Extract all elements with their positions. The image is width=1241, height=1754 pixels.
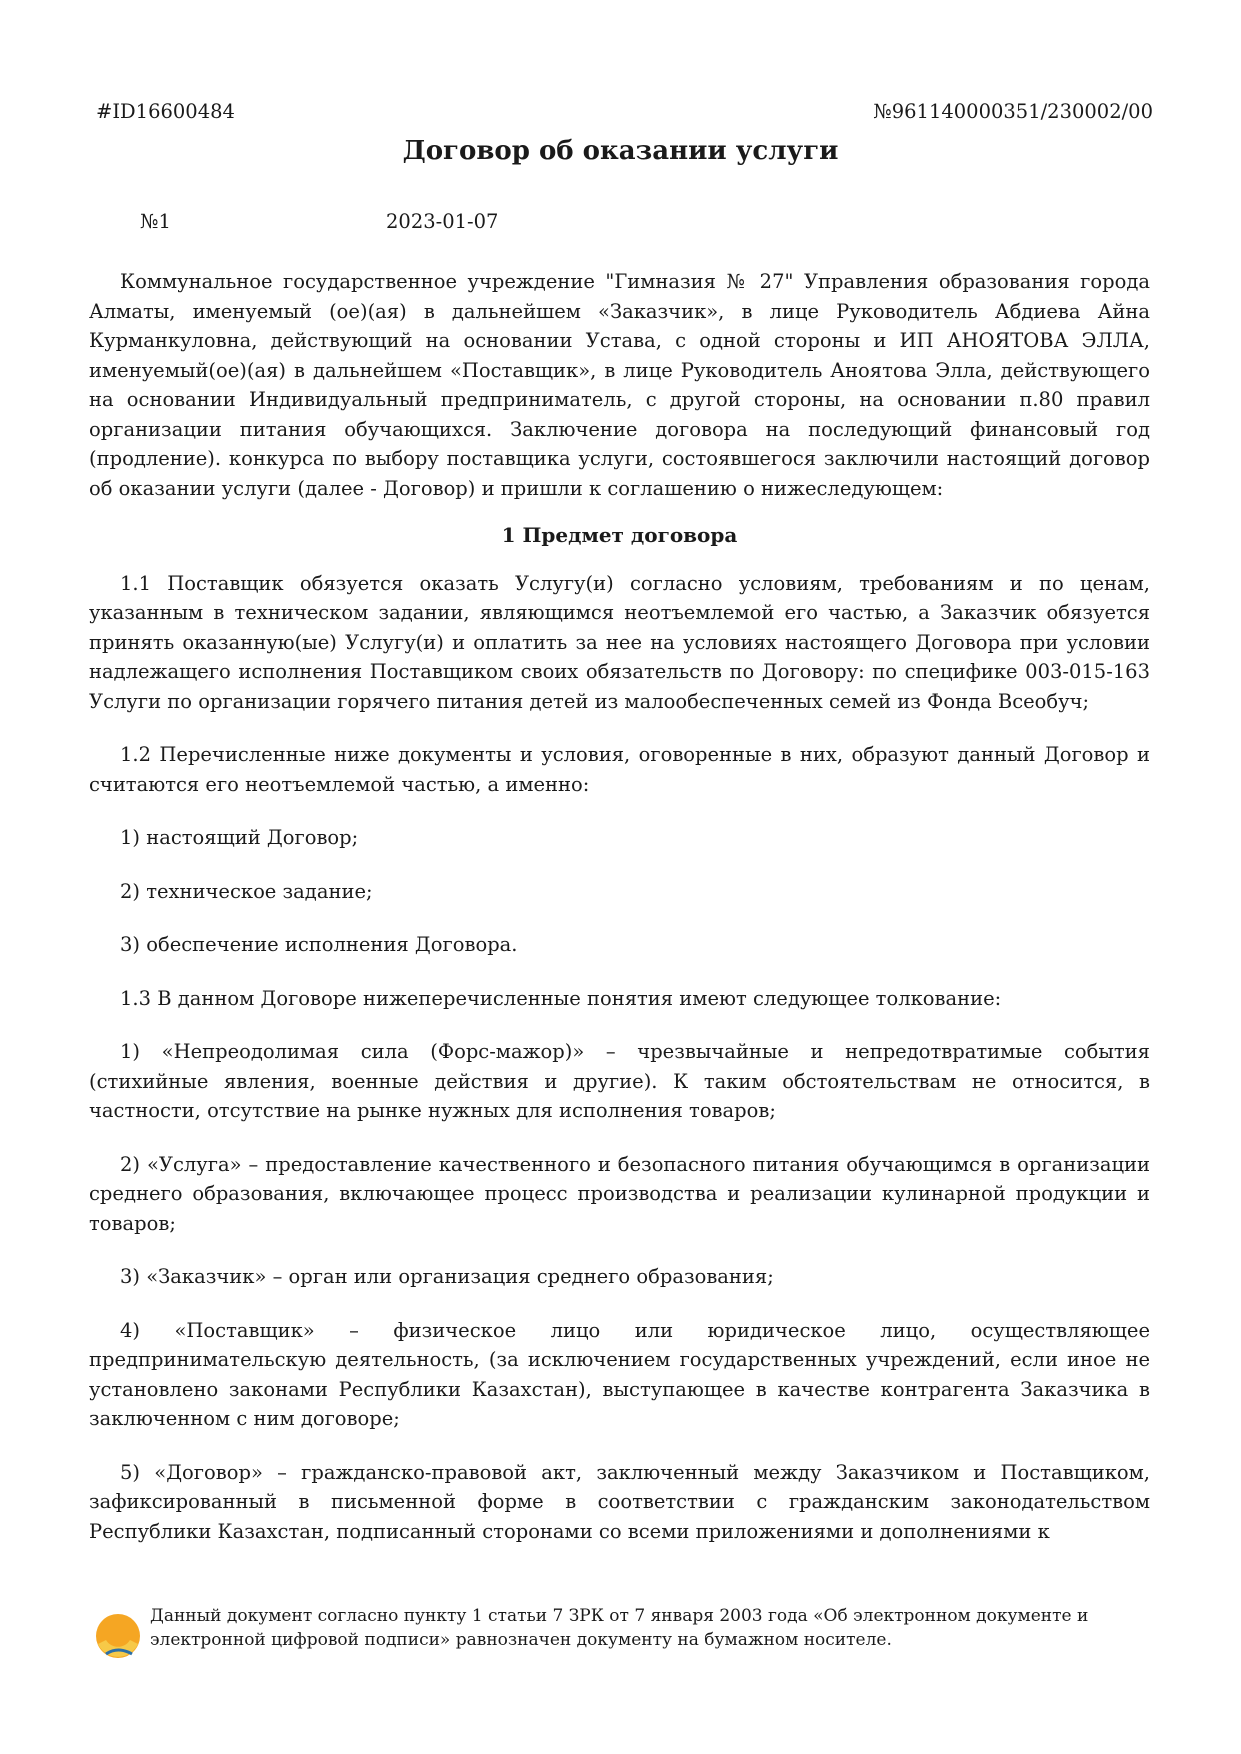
contract-number: №1 — [140, 210, 171, 233]
section-title: 1 Предмет договора — [501, 523, 738, 547]
clause-1-2: 1.2 Перечисленные ниже документы и условия, оговоренные в них, образуют данный Договор и считаются его неотъемлемой частью, а именно: — [89, 743, 1150, 796]
intro-paragraph: Коммунальное государственное учреждение "Гимназия № 27" Управления образования города Алматы, именуемый (ое)(ая) в дальнейшем «Заказчик», в лице Руководитель Абдиева Айна Курманкуловна, действующий на основании Устава, с одной стороны и ИП АНОЯТОВА ЭЛЛА, именуемый(ое)(ая) в дальнейшем «Поставщик», в лице Руководитель Аноятова Элла, действующего на основании Индивидуальный предприниматель, с другой стороны, на основании п.80 правил организации питания обучающихся. Заключение договора на последующий финансовый год (продление). конкурса по выбору поставщика услуги, состоявшегося заключили настоящий договор об оказании услуги (далее - Договор) и пришли к соглашению о нижеследующем: — [89, 270, 1150, 500]
clause-1-2-item-1: 1) настоящий Договор; — [120, 826, 359, 849]
document-header — [96, 100, 1153, 130]
clause-1-3-item-4: 4) «Поставщик» – физическое лицо или юридическое лицо, осуществляющее предпринимательскую деятельность, (за исключением государственных учреждений, если иное не установлено законами Республики Казахстан), выступающее в качестве контрагента Заказчика в заключенном с ним договоре; — [89, 1318, 1150, 1430]
document-id: #ID16600484 — [96, 100, 235, 123]
footer-notice-text: Данный документ согласно пункту 1 статьи 7 ЗРК от 7 января 2003 года «Об электронном документе и электронной цифровой подписи» равнозначен документу на бумажном носителе. — [150, 1606, 1089, 1650]
clause-1-3-item-3: 3) «Заказчик» – орган или организация среднего образования; — [120, 1265, 774, 1288]
document-body — [89, 267, 1150, 1546]
document-title: Договор об оказании услуги — [402, 136, 839, 166]
registration-number: №961140000351/230002/00 — [873, 100, 1153, 123]
footer-notice — [92, 1604, 1152, 1664]
clause-1-1: 1.1 Поставщик обязуется оказать Услугу(и) согласно условиям, требованиям и по ценам, указанным в техническом задании, являющимся неотъемлемой его частью, а Заказчик обязуется принять оказанную(ые) Услугу(и) и оплатить за нее на условиях настоящего Договора при условии надлежащего исполнения Поставщиком своих обязательств по Договору: по специфике 003-015-163 Услуги по организации горячего питания детей из малообеспеченных семей из Фонда Всеобуч; — [89, 571, 1150, 713]
contract-number-date — [0, 210, 1241, 240]
clause-1-3-item-5: 5) «Договор» – гражданско-правовой акт, заключенный между Заказчиком и Поставщиком, зафиксированный в письменной форме в соответствии с гражданским законодательством Республики Казахстан, подписанный сторонами со всеми приложениями и дополнениями к — [89, 1460, 1150, 1543]
clause-1-3-item-1: 1) «Непреодолимая сила (Форс-мажор)» – чрезвычайные и непредотвратимые события (стихийные явления, военные действия и другие). К таким обстоятельствам не относится, в частности, отсутствие на рынке нужных для исполнения товаров; — [89, 1040, 1150, 1122]
e-document-logo-icon — [92, 1610, 144, 1662]
contract-date: 2023-01-07 — [386, 210, 499, 233]
clause-1-2-item-2: 2) техническое задание; — [120, 879, 373, 903]
clause-1-3: 1.3 В данном Договоре нижеперечисленные понятия имеют следующее толкование: — [120, 986, 1002, 1010]
clause-1-2-item-3: 3) обеспечение исполнения Договора. — [120, 933, 518, 956]
clause-1-3-item-2: 2) «Услуга» – предоставление качественного и безопасного питания обучающимся в организации среднего образования, включающее процесс производства и реализации кулинарной продукции и товаров; — [89, 1152, 1150, 1235]
